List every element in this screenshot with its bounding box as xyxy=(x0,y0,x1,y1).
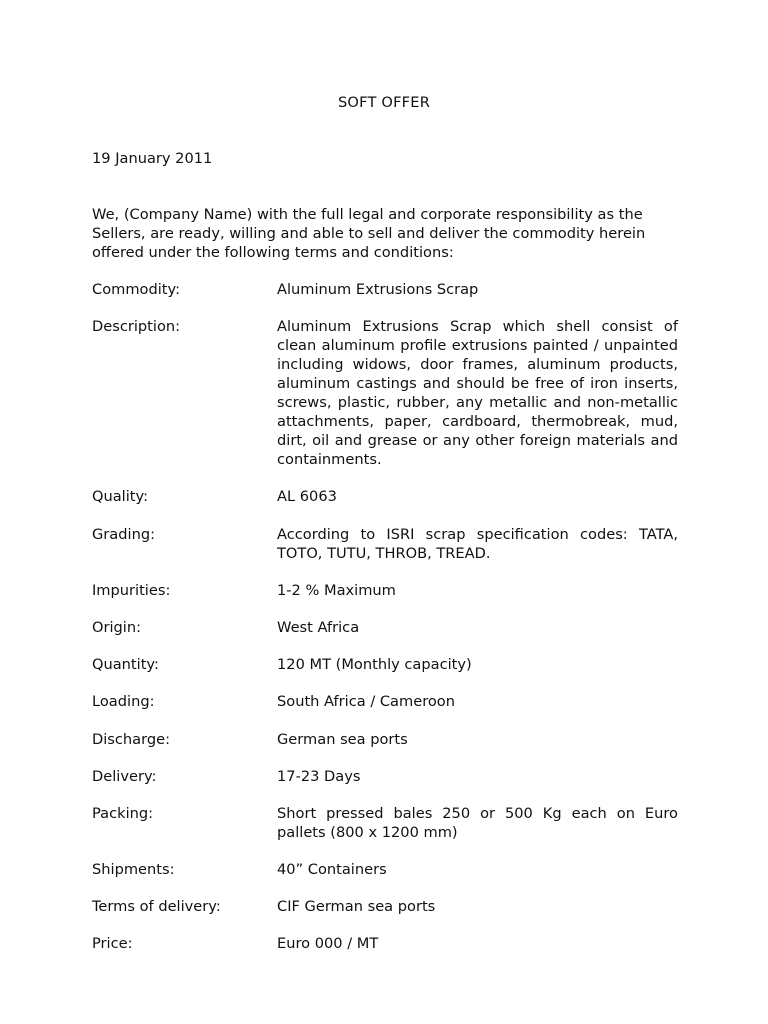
term-value: 17-23 Days xyxy=(277,767,361,785)
term-packing xyxy=(92,804,678,842)
term-impurities xyxy=(92,581,678,600)
term-label: Terms of delivery: xyxy=(92,898,221,916)
term-value: AL 6063 xyxy=(277,488,337,506)
term-delivery xyxy=(92,767,678,786)
term-price xyxy=(92,934,678,953)
term-label: Delivery: xyxy=(92,767,157,785)
term-label: Origin: xyxy=(92,618,142,636)
term-grading xyxy=(92,525,678,563)
term-value: According to ISRI scrap specification codes: TATA, TOTO, TUTU, THROB, TREAD. xyxy=(277,525,678,562)
term-label: Grading: xyxy=(92,525,155,543)
term-quality xyxy=(92,487,678,506)
term-origin xyxy=(92,618,678,637)
terms-list xyxy=(92,280,678,972)
term-label: Loading: xyxy=(92,693,155,711)
term-value: CIF German sea ports xyxy=(277,898,436,916)
document-title: SOFT OFFER xyxy=(337,94,431,111)
term-value: Euro 000 / MT xyxy=(277,935,379,953)
term-value: Aluminum Extrusions Scrap xyxy=(277,281,479,298)
term-shipments xyxy=(92,860,678,879)
document-date: 19 January 2011 xyxy=(92,150,213,167)
intro-paragraph: We, (Company Name) with the full legal and corporate responsibility as the Sellers, are ready, willing and able to sell and deliver the commodity herein offered under the following terms and conditions: xyxy=(92,206,646,261)
term-value: German sea ports xyxy=(277,730,408,748)
term-label: Price: xyxy=(92,935,133,953)
term-value: Aluminum Extrusions Scrap which shell consist of clean aluminum profile extrusions painted / unpainted including widows, door frames, aluminum products, aluminum castings and should be free of iron inserts, screws, plastic, rubber, any metallic and non-metallic attachments, paper, cardboard, thermobreak, mud, dirt, oil and grease or any other foreign materials and containments. xyxy=(277,318,678,469)
term-discharge xyxy=(92,730,678,749)
term-value: 1-2 % Maximum xyxy=(277,581,396,599)
term-value: 120 MT (Monthly capacity) xyxy=(277,656,472,674)
term-label: Quality: xyxy=(92,488,149,506)
term-commodity xyxy=(92,280,678,299)
term-value: 40” Containers xyxy=(277,861,387,879)
term-value: South Africa / Cameroon xyxy=(277,693,455,711)
term-value: Short pressed bales 250 or 500 Kg each on Euro pallets (800 x 1200 mm) xyxy=(277,804,678,841)
term-value: West Africa xyxy=(277,618,360,636)
term-loading xyxy=(92,692,678,711)
term-terms-of-delivery xyxy=(92,897,678,916)
term-description xyxy=(92,317,678,469)
term-label: Impurities: xyxy=(92,581,171,599)
term-label: Description: xyxy=(92,318,181,336)
term-label: Quantity: xyxy=(92,656,159,674)
term-quantity xyxy=(92,655,678,674)
term-label: Shipments: xyxy=(92,861,175,879)
term-label: Discharge: xyxy=(92,730,171,748)
term-label: Commodity: xyxy=(92,281,181,298)
term-label: Packing: xyxy=(92,804,154,822)
